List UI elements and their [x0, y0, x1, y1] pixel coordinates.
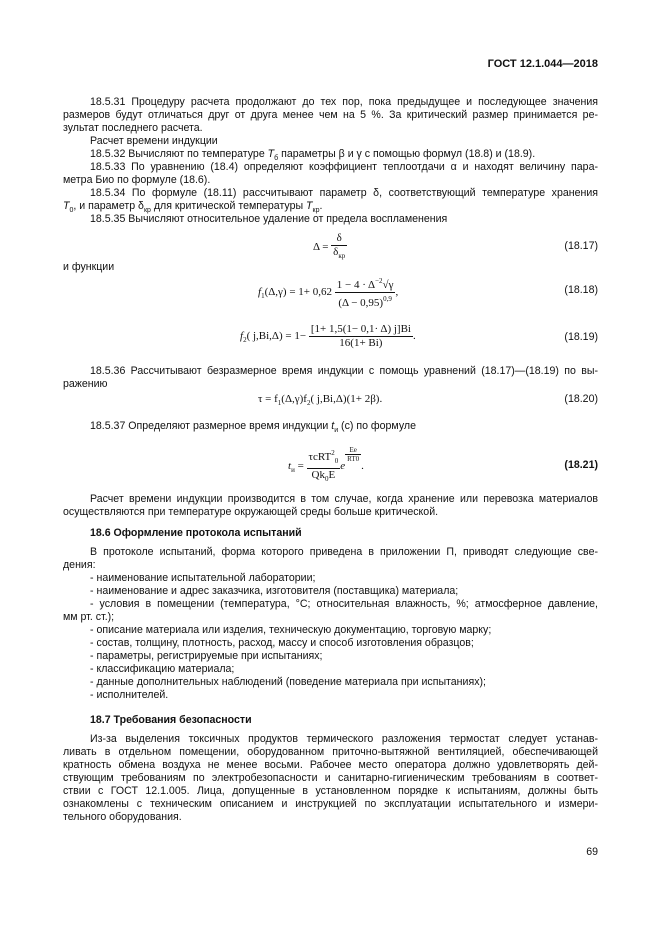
eq21-exponent [345, 446, 361, 463]
equation-18-18 [258, 275, 398, 310]
symbol-tkr: T [306, 200, 313, 212]
list-item: - условия в помещении (температура, °С; относительная влажность, %; атмосферное давление, [90, 598, 598, 610]
eq21-exp-num: Ee [345, 446, 361, 455]
note-line-1: Расчет времени индукции производится в том случае, когда хранение или перевозка материалов [90, 493, 598, 505]
paragraph-18-5-37-text-a: 18.5.37 Определяют размерное время индукции [90, 420, 332, 432]
eq21-den-tail: E [328, 468, 336, 481]
eq20-part-1: τ = f [258, 393, 278, 405]
eq21-lhs-subscript: и [291, 466, 295, 474]
paragraph-18-5-33-line-2: метра Био по формуле (18.6). [63, 174, 211, 186]
equation-18-20 [258, 393, 382, 410]
eq19-fraction [309, 323, 413, 350]
eq18-fraction [335, 275, 399, 310]
list-item: - состав, толщину, плотность, расход, массу и способ изготовления образцов; [90, 637, 474, 649]
paragraph-18-5-32-text-a: 18.5.32 Вычисляют по температуре [90, 148, 268, 160]
list-item: - параметры, регистрируемые при испытаниях; [90, 650, 323, 662]
paragraph-18-5-34-text-b: для критической температуры [150, 200, 307, 212]
section-18-7-line: ознакомлены с техническим описанием и инструкцией по эксплуатации испытательного и измери- [63, 798, 598, 810]
symbol-t0-subscript: 0 [69, 207, 74, 214]
paragraph-18-5-34-line-1: 18.5.34 По формуле (18.11) рассчитывают параметр δ, соответствующий температуре хранения [90, 187, 598, 199]
heading-18-7: 18.7 Требования безопасности [90, 714, 252, 726]
paragraph-18-5-34-text-a: , и параметр δ [73, 200, 144, 212]
section-18-7-line: Из-за выделения токсичных продуктов термического разложения термостат следует устанав- [90, 733, 598, 745]
paragraph-18-5-37 [90, 420, 416, 437]
section-18-7-line: ствующим требованиям по электробезопасности и санитарно-гигиеническим требованиям в соответ- [63, 772, 598, 784]
section-18-7-line: ливать в отдельном помещении, оборудованном приточно-вытяжной вентиляцией, обеспечивающей [63, 746, 598, 758]
list-item: - наименование и адрес заказчика, изготовителя (поставщика) материала; [90, 585, 459, 597]
paragraph-18-5-31-line-1: 18.5.31 Процедуру расчета продолжают до тех пор, пока предыдущее и последующее значения [90, 96, 598, 108]
eq18-lhs-subscript: 1 [261, 292, 265, 301]
eq21-equals: = [294, 460, 304, 472]
section-18-7-line: ствии с ГОСТ 12.1.005. Лица, допущенные в установленном порядке к испытаниям, должны быть [63, 785, 598, 797]
eq19-denominator: 16(1+ Bi) [339, 337, 383, 349]
eq21-denominator: Qk [311, 468, 325, 481]
eq20-sub-1: 1 [277, 399, 282, 407]
equation-number-18-17: (18.17) [564, 240, 598, 252]
eq18-den-sup: 0,9 [383, 295, 392, 303]
eq21-tail: . [361, 460, 364, 472]
eq18-tail: , [395, 286, 399, 299]
symbol-t-induction-sub: и [334, 427, 339, 434]
paragraph-18-5-31-line-3: зультат последнего расчета. [63, 122, 203, 134]
eq20-sub-2: 2 [306, 399, 311, 407]
section-18-7-line: тельного оборудования. [63, 811, 182, 823]
equation-18-21 [288, 446, 364, 486]
eq19-lhs: f [240, 330, 244, 343]
equation-number-18-20: (18.20) [564, 393, 598, 405]
eq21-numerator: τcRT [308, 450, 332, 463]
paragraph-18-5-37-text-b: (с) по формуле [338, 420, 416, 432]
and-functions-label: и функции [63, 261, 115, 273]
note-line-2: осуществляются при температуре окружающей среды больше критической. [63, 506, 439, 518]
eq19-numerator: [1+ 1,5(1− 0,1· Δ) j]Bi [310, 323, 411, 335]
eq21-exp-den: RT [347, 455, 356, 463]
symbol-t: T [267, 148, 275, 160]
eq21-num-sub: 0 [334, 456, 339, 465]
paragraph-18-5-36-line-2: ражению [63, 378, 108, 390]
eq18-num-root: √γ [382, 279, 394, 291]
eq21-lhs: t [288, 460, 292, 472]
paragraph-18-5-34-line-2: $T_0$, и параметр $\delta_{кр}$ для критической температуры $T_{кр}$. [63, 200, 323, 214]
eq20-part-3: ( j,Bi,Δ)(1+ 2β). [310, 393, 383, 405]
eq19-lhs-subscript: 2 [243, 336, 247, 345]
eq20-part-2: (Δ,γ)f [281, 393, 307, 405]
eq18-numerator: 1 − 4 · Δ [336, 279, 376, 291]
eq19-tail: . [412, 330, 416, 343]
equation-18-19 [240, 323, 416, 350]
list-item: - наименование испытательной лаборатории; [90, 572, 316, 584]
equation-number-18-19: (18.19) [564, 331, 598, 343]
paragraph-18-5-36-line-1: 18.5.36 Рассчитывают безразмерное время индукции с помощь уравнений (18.17)—(18.19) по вы- [90, 365, 598, 377]
eq19-args: ( j,Bi,Δ) = 1− [246, 330, 307, 343]
paragraph-18-5-32-text-b: параметры β и γ с помощью формул (18.8) и (18.9). [278, 148, 536, 160]
paragraph-18-5-35: 18.5.35 Вычисляют относительное удаление от предела воспламенения [90, 213, 448, 225]
list-item: - классификацию материала; [90, 663, 235, 675]
eq17-numerator: δ [331, 232, 347, 246]
eq18-num-sup: −2 [375, 277, 383, 285]
eq21-exp-den-sub: 0 [355, 455, 360, 463]
eq17-denominator: δ [333, 246, 339, 258]
list-item: - данные дополнительных наблюдений (поведение материала при испытаниях); [90, 676, 486, 688]
symbol-t-subscript: б [274, 155, 279, 162]
symbol-t0: T [63, 200, 70, 212]
eq17-fraction [331, 232, 347, 263]
section-18-6-intro-line-2: дения: [63, 559, 96, 571]
delta-kr-subscript: кр [143, 207, 151, 214]
eq18-lhs: f [258, 286, 262, 299]
document-header: ГОСТ 12.1.044—2018 [487, 58, 598, 70]
eq18-args: (Δ,γ) = 1+ 0,62 [264, 286, 332, 299]
symbol-t-induction: t [331, 420, 335, 432]
eq21-fraction [307, 447, 341, 486]
eq21-den-sub: 0 [324, 474, 329, 483]
page-number: 69 [586, 846, 598, 858]
list-item: - исполнителей. [90, 689, 169, 701]
paragraph-18-5-33-line-1: 18.5.33 По уравнению (18.4) определяют коэффициент теплоотдачи α и находят величину пара- [90, 161, 598, 173]
eq18-denominator: (Δ − 0,95) [338, 297, 384, 309]
symbol-tkr-subscript: кр [312, 207, 320, 214]
equation-number-18-18: (18.18) [564, 284, 598, 296]
eq21-exp-base: e [340, 460, 346, 472]
paragraph-18-5-31-line-2: размеров будут отличаться друг от друга менее чем на 5 %. За критический размер принимается ре- [63, 109, 598, 121]
eq17-den-subscript: кр [338, 252, 346, 260]
list-item-continuation: мм рт. ст.); [63, 611, 115, 623]
equation-18-17 [313, 232, 347, 263]
equation-number-18-21: (18.21) [564, 459, 598, 471]
list-item: - описание материала или изделия, техническую документацию, торговую марку; [90, 624, 492, 636]
calc-title: Расчет времени индукции [90, 135, 218, 147]
eq17-lhs: Δ = [313, 241, 329, 254]
section-18-7-line: кратность обмена воздуха не менее восьми. Рабочее место оператора должно удовлетворять дей- [63, 759, 598, 771]
section-18-6-intro-line-1: В протоколе испытаний, форма которого приведена в приложении П, приводят следующие све- [90, 546, 598, 558]
eq21-num-sup: 2 [331, 448, 335, 457]
heading-18-6: 18.6 Оформление протокола испытаний [90, 527, 302, 539]
